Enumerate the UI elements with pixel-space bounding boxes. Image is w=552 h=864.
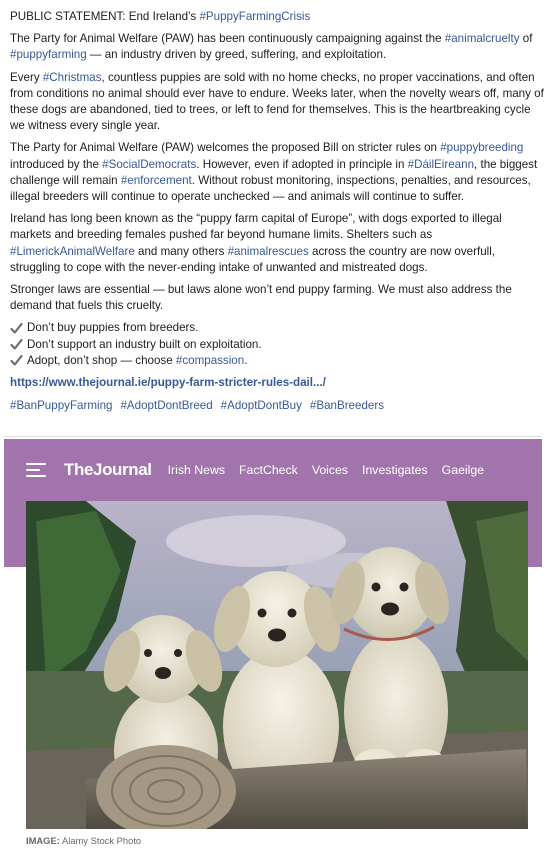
hashtag-limerickanimalwelfare[interactable]: #LimerickAnimalWelfare	[10, 244, 135, 258]
article-preview-screenshot[interactable]	[4, 436, 542, 864]
link-row	[10, 375, 544, 391]
hashtag-puppyfarmingcrisis[interactable]: #PuppyFarmingCrisis	[199, 10, 311, 23]
paragraph-text: . However, even if adopted in principle in	[196, 157, 408, 171]
hashtag-socialdemocrats[interactable]: #SocialDemocrats	[102, 157, 197, 171]
heading-text: PUBLIC STATEMENT: End Ireland’s	[10, 10, 200, 23]
paragraph-text: across the country are now overfull, struggling to cope with the never-ending intake of unwanted and mistreated dogs.	[10, 244, 496, 274]
checklist-text-part: Adopt, don’t shop — choose	[27, 353, 176, 367]
hashtag-animalrescues[interactable]: #animalrescues	[227, 244, 309, 258]
hashtag-enforcement[interactable]: #enforcement	[120, 173, 192, 187]
paragraph-text: Every	[10, 70, 43, 84]
checklist-item	[10, 337, 544, 353]
check-mark-icon	[10, 354, 23, 367]
paragraph-text: The Party for Animal Welfare (PAW) welcomes the proposed Bill on stricter rules on	[10, 141, 441, 155]
paragraph-3	[10, 140, 544, 205]
checklist-item	[10, 353, 544, 369]
site-header	[4, 439, 542, 501]
paragraph-4	[10, 211, 544, 276]
paragraph-1	[10, 31, 544, 63]
checklist-text-part: .	[244, 353, 248, 367]
nav-investigates[interactable]: Investigates	[362, 462, 428, 477]
check-mark-icon	[10, 338, 23, 351]
nav-gaeilge[interactable]: Gaeilge	[441, 462, 485, 477]
checklist	[10, 320, 544, 369]
paragraph-text: Ireland has long been known as the “puppy farm capital of Europe”, with dogs exported to illegal markets and breeding females pushed far beyond humane limits. Shelters such as	[10, 212, 502, 242]
caption-label: IMAGE:	[26, 835, 60, 846]
checklist-text	[27, 353, 247, 369]
checklist-item	[10, 320, 544, 336]
paragraph-text: . Without robust monitoring, inspections, penalties, and resources, illegal breeders will continue to operate unchecked — and animals will continue to suffer.	[10, 173, 531, 204]
menu-icon[interactable]	[26, 463, 46, 477]
caption-text: Alamy Stock Photo	[59, 835, 142, 846]
puppies-photo	[26, 501, 528, 829]
hashtag-animalcruelty[interactable]: #animalcruelty	[444, 32, 520, 46]
hashtag-adoptdontbuy[interactable]: #AdoptDontBuy	[220, 399, 302, 413]
paragraph-text: introduced by the	[10, 157, 103, 171]
paragraph-text: , the biggest challenge will remain	[10, 157, 538, 187]
paragraph-5: Stronger laws are essential — but laws alone won’t end puppy farming. We must also address the demand that fuels this cruelty.	[10, 283, 512, 313]
site-logo[interactable]: TheJournal	[64, 459, 152, 479]
nav-voices[interactable]: Voices	[311, 462, 349, 477]
checklist-text: Don’t buy puppies from breeders.	[27, 321, 199, 335]
paragraph-2	[10, 70, 544, 135]
paragraph-text: , countless puppies are sold with no home checks, no proper vaccinations, and often from conditions no animal should ever have to endure. Weeks later, when the novelty wears off, many of these dogs are abandoned, tied to trees, or left to fend for themselves. This is the heartbreaking cycle we witness every single year.	[10, 70, 544, 133]
post-heading	[10, 9, 544, 25]
article-link[interactable]: https://www.thejournal.ie/puppy-farm-stricter-rules-dail.../	[10, 376, 326, 390]
hashtag-puppyfarming[interactable]: #puppyfarming	[10, 48, 87, 62]
paragraph-text: of	[519, 32, 533, 46]
hashtag-row	[10, 398, 544, 414]
nav-irish-news[interactable]: Irish News	[167, 462, 226, 477]
hashtag-banbreeders[interactable]: #BanBreeders	[309, 399, 385, 413]
checklist-text: Don’t support an industry built on exploitation.	[27, 337, 262, 351]
hashtag-compassion[interactable]: #compassion	[175, 353, 245, 367]
hashtag-christmas[interactable]: #Christmas	[42, 70, 102, 84]
check-mark-icon	[10, 322, 23, 335]
image-caption	[26, 833, 141, 849]
hashtag-banpuppyfarming[interactable]: #BanPuppyFarming	[10, 399, 113, 413]
hashtag-puppybreeding[interactable]: #puppybreeding	[440, 141, 524, 155]
paragraph-text: — an industry driven by greed, suffering, and exploitation.	[86, 48, 387, 62]
paragraph-text: and many others	[134, 244, 228, 258]
post-body	[10, 9, 544, 414]
hashtag-daileireann[interactable]: #DáilEireann	[407, 157, 475, 171]
hashtag-adoptdontbreed[interactable]: #AdoptDontBreed	[120, 399, 213, 413]
paragraph-text: The Party for Animal Welfare (PAW) has been continuously campaigning against the	[10, 32, 445, 46]
nav-factcheck[interactable]: FactCheck	[239, 462, 298, 477]
